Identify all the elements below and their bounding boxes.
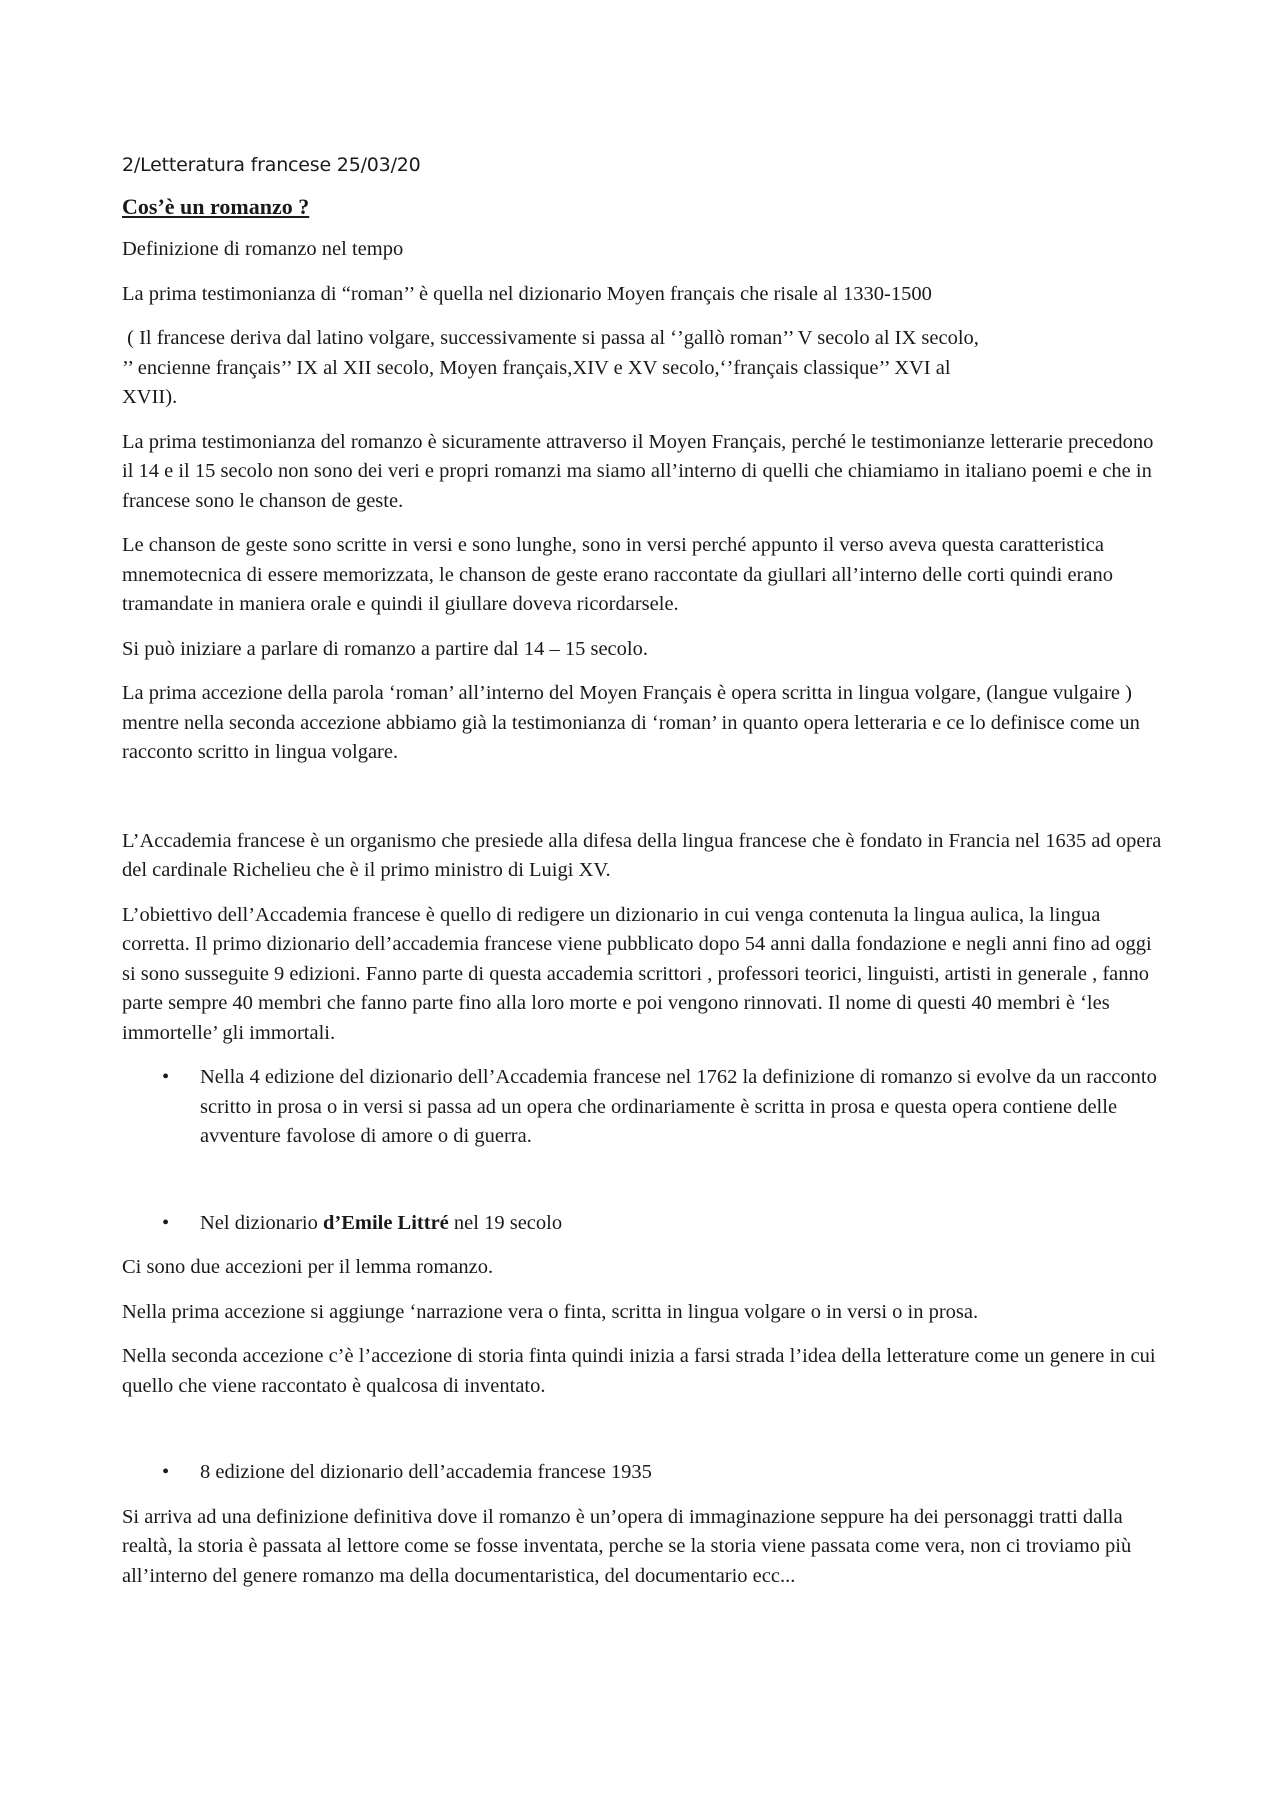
bullet-icon: • (162, 1461, 170, 1483)
list-item-8-edizione (122, 1458, 1162, 1488)
course-header: 2/Letteratura francese 25/03/20 (122, 154, 421, 176)
bullet-icon: • (162, 1066, 170, 1088)
list-item-littre (122, 1209, 1162, 1239)
list-item-text-prefix: Nel dizionario (200, 1211, 323, 1234)
blank-line (122, 1416, 1162, 1458)
paragraph-first-testimony: La prima testimonianza di “roman’’ è quella nel dizionario Moyen français che risale al 1330-1500 (122, 282, 932, 305)
list-item-4-edizione (122, 1063, 1162, 1152)
paragraph-14-15-secolo: Si può iniziare a parlare di romanzo a partire dal 14 – 15 secolo. (122, 637, 648, 660)
paragraph-definition-heading: Definizione di romanzo nel tempo (122, 238, 404, 260)
bullet-icon: • (162, 1211, 170, 1234)
paragraph-chanson-de-geste: Le chanson de geste sono scritte in versi e sono lunghe, sono in versi perché appunto il verso aveva questa caratteristica mnemotecnica di essere memorizzata, le chanson de geste erano raccontate da giullari all’interno delle corti quindi erano tramandate in maniera orale e quindi il giullare doveva ricordarsele. (122, 534, 1113, 615)
paragraph-accademia-francese: L’Accademia francese è un organismo che presiede alla difesa della lingua francese che è fondato in Francia nel 1635 ad opera del cardinale Richelieu che è il primo ministro di Luigi XV. (122, 829, 1162, 881)
paragraph-language-history (122, 324, 1162, 413)
paragraph-moyen-francais: La prima testimonianza del romanzo è sicuramente attraverso il Moyen Français, perché le testimonianze letterarie precedono il 14 e il 15 secolo non sono dei veri e propri romanzi ma siamo all’interno di quelli che chiamiamo in italiano poemi e che in francese sono le chanson de geste. (122, 430, 1154, 512)
list-item-text-bold: d’Emile Littré (322, 1211, 449, 1234)
document-page (122, 151, 1162, 1606)
paragraph-definizione-definitiva: Si arriva ad una definizione definitiva dove il romanzo è un’opera di immaginazione seppure ha dei personaggi tratti dalla realtà, la storia è passata al lettore come se fosse inventata, perche se la storia viene passata come vera, non ci troviamo più all’interno del genere romanzo ma della documentaristica, del documentario ecc... (122, 1505, 1132, 1587)
language-history-line-1: ( Il francese deriva dal latino volgare, successivamente si passa al ‘’gallò roman’’ V secolo al IX secolo, (122, 327, 979, 349)
paragraph-obiettivo-accademia: L’obiettivo dell’Accademia francese è quello di redigere un dizionario in cui venga contenuta la lingua aulica, la lingua corretta. Il primo dizionario dell’accademia francese viene pubblicato dopo 54 anni dalla fondazione e negli anni fino ad oggi si sono susseguite 9 edizioni. Fanno parte di questa accademia scrittori , professori teorici, linguisti, artisti in generale , fanno parte sempre 40 membri che fanno parte fino alla loro morte e poi vengono rinnovati. Il nome di questi 40 membri è ‘les immortelle’ gli immortali. (122, 903, 1152, 1044)
language-history-line-3: XVII). (122, 386, 178, 408)
list-item-text-suffix: nel 19 secolo (448, 1211, 563, 1234)
blank-line (122, 1167, 1162, 1209)
paragraph-due-accezioni: Ci sono due accezioni per il lemma romanzo. (122, 1256, 494, 1278)
blank-line (122, 783, 1162, 827)
language-history-line-2: ’’ encienne français’’ IX al XII secolo, Moyen français,XIV e XV secolo,‘’français classique’’ XVI al (122, 356, 951, 379)
page-title: Cos’è un romanzo ? (122, 194, 310, 219)
list-item-text: Nella 4 edizione del dizionario dell’Accademia francese nel 1762 la definizione di romanzo si evolve da un racconto scritto in prosa o in versi si passa ad un opera che ordinariamente è scritta in prosa e questa opera contiene delle avventure favolose di amore o di guerra. (200, 1066, 1157, 1147)
paragraph-prima-accezione-littre: Nella prima accezione si aggiunge ‘narrazione vera o finta, scritta in lingua volgare o in versi o in prosa. (122, 1300, 979, 1323)
list-item-text: 8 edizione del dizionario dell’accademia francese 1935 (200, 1461, 652, 1483)
paragraph-seconda-accezione-littre: Nella seconda accezione c’è l’accezione di storia finta quindi inizia a farsi strada l’idea della letterature come un genere in cui quello che viene raccontato è qualcosa di inventato. (122, 1345, 1156, 1397)
paragraph-prima-accezione: La prima accezione della parola ‘roman’ all’interno del Moyen Français è opera scritta in lingua volgare, (langue vulgaire ) mentre nella seconda accezione abbiamo già la testimonianza di ‘roman’ in quanto opera letteraria e ce lo definisce come un racconto scritto in lingua volgare. (122, 682, 1140, 763)
